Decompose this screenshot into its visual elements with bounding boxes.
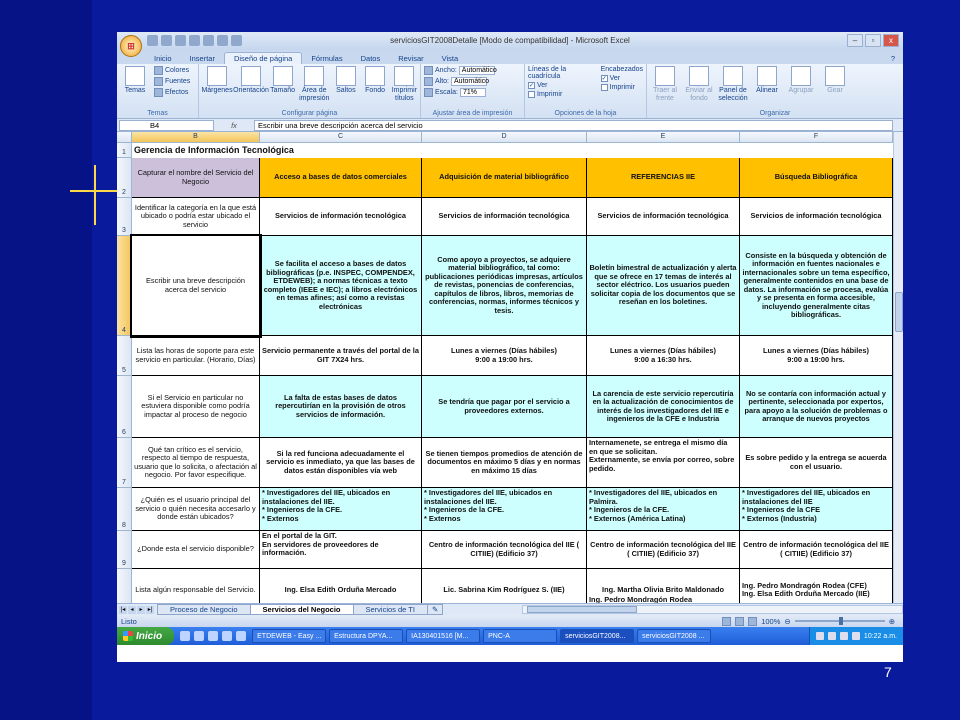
formula-input[interactable]: Escribir una breve descripción acerca del servicio — [254, 120, 893, 131]
window-controls — [847, 34, 899, 47]
send-back-icon — [689, 66, 709, 86]
header-cell[interactable]: Acceso a bases de datos comerciales — [260, 158, 422, 198]
excel-screenshot — [117, 32, 903, 662]
tray-icon[interactable] — [852, 632, 860, 640]
fonts-icon — [154, 77, 163, 86]
background-icon — [365, 66, 385, 86]
data-cell[interactable]: La carencia de este servicio repercutiría en la actualización de conocimientos de interés de los investigadores del IIE e ingenieros de la CFE e Industria — [587, 376, 740, 438]
quick-launch-icon[interactable] — [180, 631, 190, 641]
quick-launch-icon[interactable] — [236, 631, 246, 641]
height-dropdown[interactable]: Automático — [451, 77, 487, 86]
formula-bar — [117, 119, 903, 132]
tab-formulas[interactable]: Fórmulas — [311, 54, 343, 63]
selection-pane-icon — [723, 66, 743, 86]
themes-button[interactable]: Temas — [120, 66, 150, 118]
column-header-f[interactable]: F — [740, 132, 893, 143]
window-title: serviciosGIT2008Detalle [Modo de compatibilidad] - Microsoft Excel — [390, 36, 630, 45]
rotate-button[interactable]: Girar — [820, 66, 850, 118]
data-cell[interactable]: Lic. Sabrina Kim Rodríguez S. (IIE) — [422, 569, 587, 603]
data-cell[interactable]: Es sobre pedido y la entrega se acuerda con el usuario. — [740, 438, 893, 488]
last-sheet-icon[interactable]: ▸| — [147, 606, 153, 613]
data-cell[interactable]: Servicios de información tecnológica — [740, 198, 893, 236]
tray-icon[interactable] — [816, 632, 824, 640]
send-to-back-button[interactable]: Enviar al fondo — [684, 66, 714, 118]
effects-button[interactable]: Efectos — [154, 88, 190, 97]
data-cell[interactable]: Internamenete, se entrega el mismo día en que se solicitan. Externamente, se envía por correo, sobre pedido. — [587, 438, 740, 488]
tray-icon[interactable] — [828, 632, 836, 640]
label-cell[interactable]: ¿Quién es el usuario principal del servicio o quién necesita accesarlo y donde están ubicados? — [132, 488, 260, 531]
selection-pane-button[interactable]: Panel de selección — [718, 66, 748, 118]
quick-launch-icon[interactable] — [222, 631, 232, 641]
breaks-icon — [336, 66, 356, 86]
quick-launch-icon[interactable] — [194, 631, 204, 641]
data-cell[interactable]: * Investigadores del IIE, ubicados en instalaciones del IIE. * Ingenieros de la CFE. * Externos — [422, 488, 587, 531]
scale-icon — [424, 88, 433, 97]
column-header-c[interactable]: C — [260, 132, 422, 143]
windows-taskbar — [117, 627, 903, 645]
sheet-title[interactable]: Gerencia de Información Tecnológica — [134, 145, 294, 156]
header-cell[interactable]: REFERENCIAS IIE — [587, 158, 740, 198]
label-cell[interactable]: Capturar el nombre del Servicio del Negocio — [132, 158, 260, 198]
print-area-icon — [304, 66, 324, 86]
row-header-2[interactable]: 2 — [117, 158, 132, 198]
fx-icon[interactable]: fx — [231, 120, 237, 130]
fonts-button[interactable]: Fuentes — [154, 77, 190, 86]
row-header-1[interactable]: 1 — [117, 143, 132, 158]
size-icon — [273, 66, 293, 86]
margins-button[interactable]: Márgenes — [202, 66, 232, 118]
rotate-icon — [825, 66, 845, 86]
group-label: Organizar — [759, 110, 791, 117]
data-cell[interactable]: Servicios de información tecnológica — [587, 198, 740, 236]
zoom-slider[interactable] — [795, 620, 885, 622]
status-ready: Listo — [121, 616, 137, 626]
column-header-b[interactable]: B — [132, 132, 260, 143]
office-button[interactable]: ⊞ — [120, 35, 142, 57]
group-opciones-hoja: Líneas de la cuadrícula ✓ Ver Imprimir Encabezados ✓ Ver Imprimir Opciones de la hoja — [525, 64, 647, 118]
taskbar-item[interactable]: IA130401516 [M... — [406, 629, 480, 643]
colors-icon — [154, 66, 163, 75]
data-cell[interactable]: Lunes a viernes (Días hábiles) 9:00 a 16:30 hrs. — [587, 336, 740, 376]
row-header-5[interactable]: 5 — [117, 336, 132, 376]
label-cell[interactable]: ¿Donde esta el servicio disponible? — [132, 531, 260, 569]
zoom-level[interactable]: 100% — [761, 616, 781, 626]
data-cell[interactable]: Lunes a viernes (Días hábiles) 9:00 a 19:00 hrs. — [740, 336, 893, 376]
group-organizar — [647, 64, 903, 118]
label-cell[interactable]: Identificar la categoría en la que está ubicado o podría estar ubicado el servicio — [132, 198, 260, 236]
select-all-corner[interactable] — [117, 132, 132, 143]
group-button[interactable]: Agrupar — [786, 66, 816, 118]
themes-icon — [125, 66, 145, 86]
prev-sheet-icon[interactable]: ◂ — [128, 606, 136, 614]
data-cell-partial[interactable]: Ing. Pedro Mondragón Rodea — [589, 595, 693, 603]
data-cell[interactable]: Se tendría que pagar por el servicio a proveedores externos. — [422, 376, 587, 438]
print-area-button[interactable]: Área de impresión — [299, 66, 329, 118]
data-cell[interactable]: Servicio permanente a través del portal de la GIT 7X24 hrs. — [260, 336, 422, 376]
taskbar-item[interactable]: Estructura DPYA... — [329, 629, 403, 643]
tab-datos[interactable]: Datos — [360, 54, 381, 63]
zoom-in-icon[interactable]: ⊕ — [888, 616, 895, 626]
sheet-tab-servicios-negocio[interactable]: Servicios del Negocio — [250, 604, 354, 615]
close-button[interactable]: x — [883, 34, 899, 47]
data-cell[interactable]: Ing. Martha Olivia Brito Maldonado — [587, 569, 740, 603]
status-bar — [117, 615, 903, 627]
print-titles-button[interactable]: Imprimir títulos — [392, 66, 417, 118]
gridlines-view-checkbox[interactable]: ✓ — [529, 83, 535, 89]
ribbon — [117, 64, 903, 119]
data-cell[interactable]: Consiste en la búsqueda y obtención de información en fuentes nacionales e internacionales sobre un tema específico, generalmente contenidos en una base de datos. La información se procesa, evalúa y se presenta en forma accesible, incluyendo generalmente citas bibliográficas. — [740, 236, 893, 336]
size-button[interactable]: Tamaño — [270, 66, 295, 118]
row-header-4[interactable]: 4 — [117, 236, 132, 336]
data-cell[interactable]: Boletín bimestral de actualización y alerta que se ofrece en 17 temas de interés al sector eléctrico. Los usuarios pueden solicitar copia de los documentos que se reseñan en los boletines. — [587, 236, 740, 336]
label-cell[interactable]: Lista algún responsable del Servicio. — [132, 569, 260, 603]
align-icon — [757, 66, 777, 86]
align-button[interactable]: Alinear — [752, 66, 782, 118]
scale-spinner[interactable]: 71% — [460, 88, 486, 97]
next-sheet-icon[interactable]: ▸ — [137, 606, 145, 614]
page-break-view-icon[interactable] — [748, 617, 757, 626]
tab-diseno-de-pagina[interactable]: Diseño de página — [224, 52, 302, 64]
bring-to-front-button[interactable]: Traer al frente — [650, 66, 680, 118]
start-button[interactable]: Inicio — [117, 627, 174, 645]
title-bar — [117, 32, 903, 50]
data-cell[interactable]: Centro de información tecnológica del IIE ( CITIIE) (Edificio 37) — [422, 531, 587, 569]
data-cell[interactable]: * Investigadores del IIE, ubicados en Palmira. * Ingenieros de la CFE. * Externos (América Latina) — [587, 488, 740, 531]
vertical-scrollbar[interactable] — [893, 132, 903, 603]
tray-icon[interactable] — [840, 632, 848, 640]
breaks-button[interactable]: Saltos — [333, 66, 358, 118]
margins-icon — [207, 66, 227, 86]
data-cell[interactable]: La falta de estas bases de datos repercutirían en la provisión de otros servicios de información. — [260, 376, 422, 438]
data-cell[interactable]: En el portal de la GIT. En servidores de proveedores de información. — [260, 531, 422, 569]
height-icon — [424, 77, 433, 86]
sheet-tab-proceso[interactable]: Proceso de Negocio — [157, 604, 251, 615]
first-sheet-icon[interactable]: |◂ — [120, 606, 126, 613]
row-header-7[interactable]: 7 — [117, 438, 132, 488]
minimize-button[interactable]: – — [847, 34, 863, 47]
sheet-tab-servicios-ti[interactable]: Servicios de TI — [353, 604, 428, 615]
maximize-button[interactable]: ▫ — [865, 34, 881, 47]
group-temas — [117, 64, 199, 118]
data-cell[interactable]: No se contaría con información actual y pertinente, seleccionada por expertos, para apoyo a la solución de problemas o arranque de nuevos proyectos — [740, 376, 893, 438]
tab-revisar[interactable]: Revisar — [398, 54, 424, 63]
sheet-tab-bar — [117, 603, 903, 615]
tab-inicio[interactable]: Inicio — [154, 54, 172, 63]
tab-vista[interactable]: Vista — [441, 54, 459, 63]
quick-launch-icon[interactable] — [208, 631, 218, 641]
bring-front-icon — [655, 66, 675, 86]
row-header-6[interactable]: 6 — [117, 376, 132, 438]
data-cell[interactable]: * Investigadores del IIE, ubicados en instalaciones del IIE * Ingenieros de la CFE * Externos (Industria) — [740, 488, 893, 531]
worksheet-grid — [117, 132, 903, 603]
taskbar-item[interactable]: serviciosGIT2008... — [560, 629, 634, 643]
taskbar-item[interactable]: PNC-A — [483, 629, 557, 643]
ribbon-tabs — [117, 50, 903, 64]
gridlines-print-checkbox[interactable] — [528, 91, 535, 98]
data-cell[interactable]: Servicios de información tecnológica — [260, 198, 422, 236]
slide-number: 7 — [884, 664, 892, 680]
header-cell[interactable]: Adquisición de material bibliográfico — [422, 158, 587, 198]
group-icon — [791, 66, 811, 86]
taskbar-item[interactable]: serviciosGIT2008 ... — [637, 629, 711, 643]
background-button[interactable]: Fondo — [362, 66, 387, 118]
data-cell[interactable]: Centro de información tecnológica del IIE ( CITIIE) (Edificio 37) — [740, 531, 893, 569]
data-cell[interactable]: Se facilita el acceso a bases de datos bibliográficas (p.e. INSPEC, COMPENDEX, ETDEWEB); a normas técnicas a texto completo (IEEE e IEC); a libros electrónicos en temas afines; así como a revistas electrónicas — [260, 236, 422, 336]
decorative-cross-vertical — [94, 165, 96, 225]
tab-insertar[interactable]: Insertar — [189, 54, 215, 63]
row-header-3[interactable]: 3 — [117, 198, 132, 236]
header-cell[interactable]: Búsqueda Bibliográfica — [740, 158, 893, 198]
data-cell[interactable]: Ing. Elsa Edith Orduña Mercado — [260, 569, 422, 603]
name-box[interactable]: B4 — [119, 120, 214, 131]
zoom-out-icon[interactable]: ⊖ — [784, 616, 791, 626]
data-cell[interactable]: * Investigadores del IIE, ubicados en instalaciones del IIE. * Ingenieros de la CFE. * Externos — [260, 488, 422, 531]
column-header-e[interactable]: E — [587, 132, 740, 143]
label-cell[interactable]: Qué tan crítico es el servicio, respecto al tiempo de respuesta, usuario que lo solicita, o afectación al negocio. Por favor especifique. — [132, 438, 260, 488]
system-tray — [809, 627, 903, 645]
orientation-button[interactable]: Orientación — [236, 66, 266, 118]
effects-icon — [154, 88, 163, 97]
column-header-d[interactable]: D — [422, 132, 587, 143]
normal-view-icon[interactable] — [722, 617, 731, 626]
group-label: Ajustar área de impresión — [432, 110, 513, 117]
colors-button[interactable]: Colores — [154, 66, 190, 75]
print-titles-icon — [394, 66, 414, 86]
quick-launch — [174, 631, 252, 641]
label-cell[interactable]: Si el Servicio en particular no estuviera disponible como podría impactar al proceso de negocio — [132, 376, 260, 438]
group-label: Opciones de la hoja — [554, 110, 617, 117]
group-ajustar: Ancho: Automático Alto: Automático Escala: 71% Ajustar área de impresión — [421, 64, 525, 118]
group-label: Configurar página — [281, 110, 338, 117]
taskbar-item[interactable]: ETDEWEB - Easy ... — [252, 629, 326, 643]
headings-view-checkbox[interactable]: ✓ — [601, 76, 607, 82]
width-dropdown[interactable]: Automático — [459, 66, 495, 75]
headings-print-checkbox[interactable] — [601, 84, 608, 91]
sheet-nav — [117, 606, 157, 614]
data-cell[interactable]: Se tienen tiempos promedios de atención de documentos en máximo 5 días y en normas en máximo 15 días — [422, 438, 587, 488]
row-header-8[interactable]: 8 — [117, 488, 132, 531]
orientation-icon — [241, 66, 261, 86]
page-layout-view-icon[interactable] — [735, 617, 744, 626]
slide-left-bar — [0, 0, 92, 720]
scroll-thumb[interactable] — [895, 292, 903, 332]
data-cell[interactable]: Ing. Pedro Mondragón Rodea (CFE) Ing. Elsa Edith Orduña Mercado (IIE) — [740, 569, 893, 603]
h-scroll-thumb[interactable] — [527, 606, 637, 613]
insert-sheet-icon[interactable]: ✎ — [427, 604, 443, 615]
data-cell[interactable]: Centro de información tecnológica del IIE ( CITIIE) (Edificio 37) — [587, 531, 740, 569]
clock: 10:22 a.m. — [863, 632, 897, 640]
horizontal-scrollbar[interactable] — [522, 605, 903, 614]
data-cell[interactable]: Lunes a viernes (Días hábiles) 9:00 a 19:00 hrs. — [422, 336, 587, 376]
windows-flag-icon — [123, 631, 133, 641]
data-cell[interactable]: Si la red funciona adecuadamente el servicio es inmediato, ya que las bases de datos están disponibles vía web — [260, 438, 422, 488]
group-label: Temas — [147, 110, 168, 117]
data-cell[interactable]: Como apoyo a proyectos, se adquiere material bibliográfico, tal como: publicaciones periódicas impresas, artículos de revistas, ponencias de conferencias, capítulos de libros, libros, memorias de conferencias, normas, informes técnicos y tesis. — [422, 236, 587, 336]
data-cell[interactable]: Servicios de información tecnológica — [422, 198, 587, 236]
selected-cell-b4[interactable]: Escribir una breve descripción acerca del servicio — [132, 236, 260, 336]
width-icon — [424, 66, 433, 75]
label-cell[interactable]: Lista las horas de soporte para este servicio en particular. (Horario, Días) — [132, 336, 260, 376]
group-configurar-pagina — [199, 64, 421, 118]
help-icon[interactable]: ? — [890, 54, 895, 63]
row-header-10[interactable] — [117, 569, 132, 603]
row-header-9[interactable]: 9 — [117, 531, 132, 569]
